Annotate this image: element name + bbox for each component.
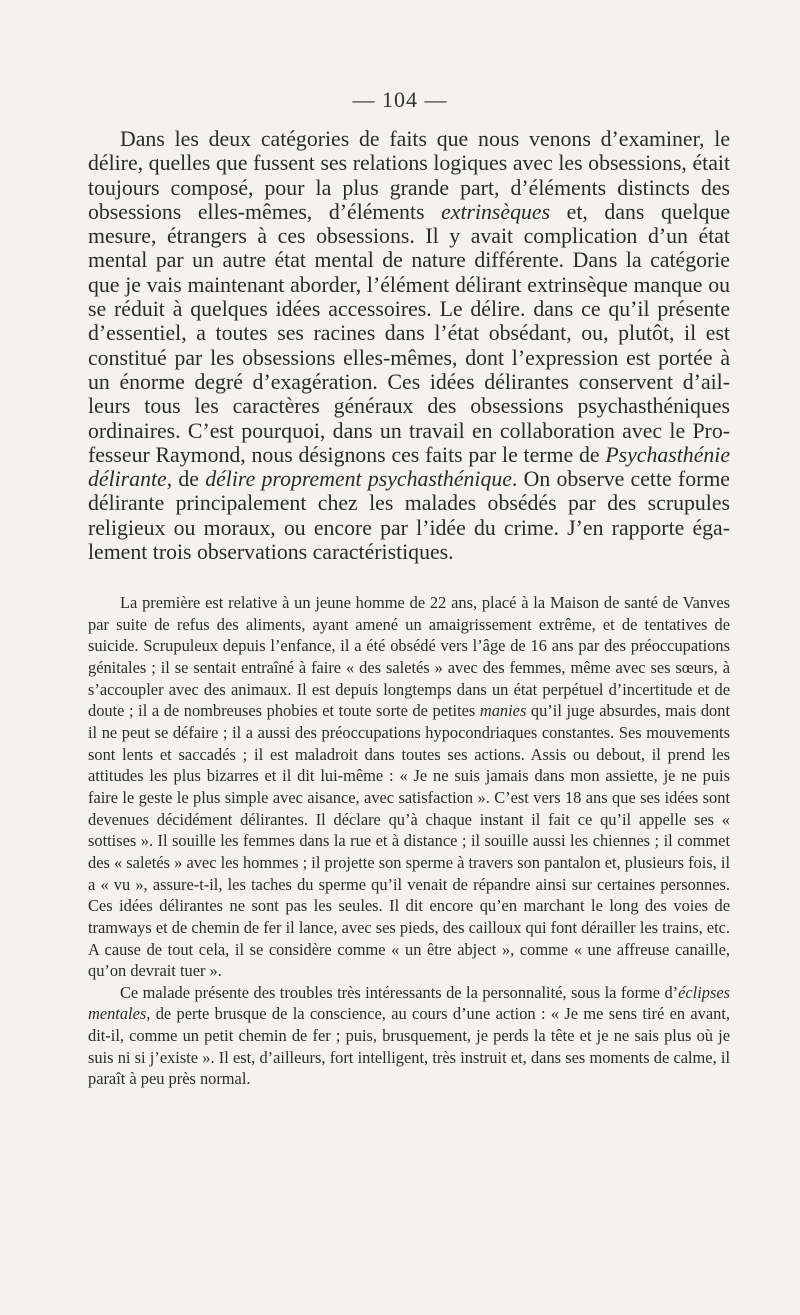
intro-paragraph (88, 127, 730, 564)
italic-extrinseques: extrinsèques (441, 199, 551, 224)
observation-text (88, 592, 730, 1090)
intro-text-3: , de (166, 467, 206, 492)
obs2-text-a: Ce malade présente des troubles très intéressants de la personnalité, sous la forme d’ (120, 982, 679, 1002)
italic-manies: manies (479, 701, 527, 721)
observation-paragraph-1 (88, 592, 730, 982)
observation-paragraph-2 (88, 982, 730, 1090)
italic-psychasthenie-delirante: Psychasthénie délirante (88, 442, 730, 492)
obs2-text-b: , de perte brusque de la conscience, au cours d’une action : « Je me sens tiré en avant, dit-il, comme un petit chemin de fer ; puis, brusquement, je perds la tête et je ne sais plus où je suis ni si j’existe ». Il est, d’ailleurs, fort intelligent, très instruit et, dans ses moments de calme, il paraît à peu près normal. (88, 1004, 730, 1089)
intro-text-1: Dans les deux catégories de faits que nous venons d’examiner, le délire, quelles que fussent ses relations logiques avec les obsessions, était toujours composé, pour la plus grande part, d’éléments distincts des obsessions elles-mêmes, d’éléments (88, 127, 730, 224)
obs1-text-a: La première est relative à un jeune homme de 22 ans, placé à la Maison de santé de Vanves par suite de refus des aliments, ayant amené un amaigrissement extrême, et de tentatives de suicide. Scrupuleux depuis l’enfance, il a été obsédé vers l’âge de 16 ans par des préoccupations génitales ; il se sentait entraîné à faire « des saletés » avec des femmes, même avec ses sœurs, à s’accoupler avec des animaux. Il est depuis longtemps dans un état perpétuel d’incertitude et de doute ; il a de nombreuses phobies et toute sorte de petites (88, 593, 730, 721)
intro-text-2: et, dans quelque mesure, étrangers à ces obsessions. Il y avait complication d’un état mental par un autre état mental de nature différente. Dans la catégorie que je vais maintenant aborder, l’élément délirant extrinsèque manque ou se réduit à quelques idées accessoires. Le délire. dans ce qu’il présente d’essentiel, a toutes ses racines dans l’état obsédant, ou, plutôt, il est constitué par les obsessions elles-mêmes, dont l’expression est portée à un énorme degré d’exagération. Ces idées délirantes conservent d’ailleurs tous les caractères généraux des obsessions psychasthéniques ordinaires. C’est pourquoi, dans un travail en collaboration avec le Professeur Raymond, nous désignons ces faits par le terme de (88, 199, 730, 467)
obs1-text-b: qu’il juge absurdes, mais dont il ne peut se défaire ; il a aussi des préoccupations hypocondriaques constantes. Ses mouvements sont lents et saccadés ; il est maladroit dans toutes ses actions. Assis ou debout, il prend les attitudes les plus bizarres et il dit lui-même : « Je ne suis jamais dans mon assiette, je ne puis faire le geste le plus simple avec aisance, avec satisfaction ». C’est vers 18 ans que ses idées sont devenues décidément délirantes. Il déclare qu’à chaque instant il fait ce qu’il appelle ses « sottises ». Il souille les femmes dans la rue et à distance ; il souille aussi les chiennes ; il commet des « saletés » avec les hommes ; il projette son sperme à travers son pantalon et, plusieurs fois, il a « vu », assure-t-il, les taches du sperme qu’il venait de répandre ainsi sur certaines personnes. Ces idées délirantes ne sont pas les seules. Il dit encore qu’en marchant le long des voies de tramways et de chemin de fer il lance, avec ses pieds, des cailloux qui font dérailler les trains, etc. A cause de tout cela, il se considère comme « un être abject », comme « une affreuse canaille, qu’on devrait tuer ». (88, 701, 730, 981)
page-number: — 104 — (352, 87, 448, 112)
italic-eclipses-mentales: éclipses mentales (88, 982, 730, 1024)
italic-delire-psychasthenique: délire proprement psychasthénique (205, 467, 512, 492)
main-text (88, 127, 730, 564)
intro-text-4: . On observe cette forme délirante principalement chez les malades obsédés par des scrupules religieux ou moraux, ou encore par l’idée du crime. J’en rapporte également trois observations caractéristiques. (88, 467, 730, 565)
